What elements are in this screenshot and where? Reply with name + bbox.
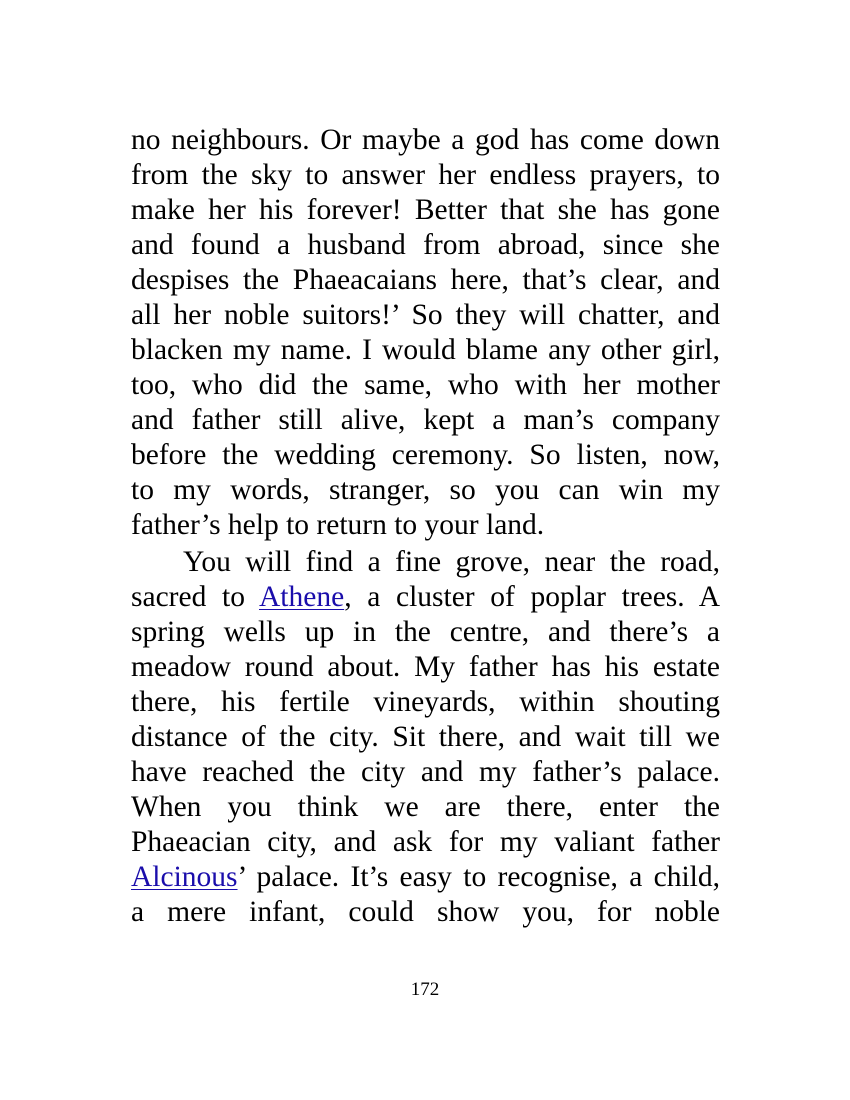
text-line: have reached the city and my father’s palace. <box>131 756 720 788</box>
text-line: before the wedding ceremony. So listen, now, <box>131 439 720 471</box>
text-line: distance of the city. Sit there, and wait till we <box>131 721 720 753</box>
text-line-with-link <box>131 580 720 615</box>
page-number: 172 <box>410 979 440 1000</box>
text-line: blacken my name. I would blame any other girl, <box>131 334 720 366</box>
text-line: When you think we are there, enter the <box>131 791 720 823</box>
text-line: all her noble suitors!’ So they will chatter, and <box>131 299 720 331</box>
text-line: no neighbours. Or maybe a god has come down <box>131 124 720 156</box>
alcinous-link[interactable]: Alcinous <box>131 861 238 893</box>
text-line: from the sky to answer her endless prayers, to <box>131 159 720 191</box>
text-line: meadow round about. My father has his estate <box>131 651 720 683</box>
text-line: father’s help to return to your land. <box>131 509 545 541</box>
text-line-with-link <box>131 860 720 895</box>
text-line: and found a husband from abroad, since she <box>131 229 720 261</box>
text-line: and father still alive, kept a man’s company <box>131 404 720 436</box>
text-line: too, who did the same, who with her mother <box>131 369 720 401</box>
text-segment: ’ palace. It’s easy to recognise, a child, <box>237 861 720 893</box>
text-line: despises the Phaeacaians here, that’s clear, and <box>131 264 720 296</box>
text-line: spring wells up in the centre, and there’s a <box>131 616 720 648</box>
text-segment: , a cluster of poplar trees. A <box>344 581 720 613</box>
text-line: You will find a fine grove, near the road, <box>183 546 720 578</box>
athene-link[interactable]: Athene <box>259 581 345 613</box>
text-line: a mere infant, could show you, for noble <box>131 896 720 928</box>
text-line: to my words, stranger, so you can win my <box>131 474 720 506</box>
text-line: Phaeacian city, and ask for my valiant father <box>131 826 720 858</box>
text-segment: sacred to <box>131 581 259 613</box>
text-line: there, his fertile vineyards, within shouting <box>131 686 720 718</box>
text-line: make her his forever! Better that she has gone <box>131 194 720 226</box>
